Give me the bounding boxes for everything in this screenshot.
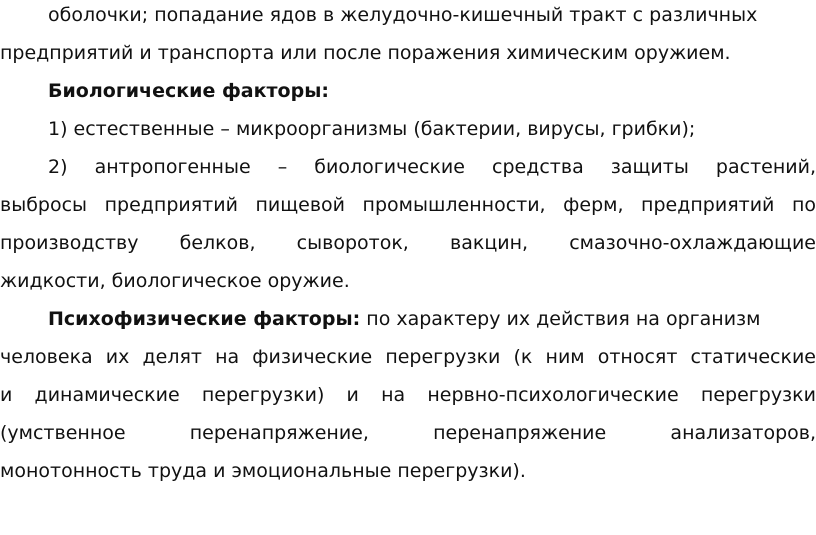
text-line-12: (умственное перенапряжение, перенапряжение анализаторов, <box>0 422 816 444</box>
text-line-10: человека их делят на физические перегрузки (к ним относят статические <box>0 346 816 368</box>
heading-psychophysical-factors: Психофизические факторы: <box>48 308 361 330</box>
list-item-natural: 1) естественные – микроорганизмы (бактерии, вирусы, грибки); <box>48 118 696 140</box>
list-item-anthropogenic: 2) антропогенные – биологические средства защиты растений, <box>48 156 816 178</box>
text-line-8: жидкости, биологическое оружие. <box>0 270 350 292</box>
text-line-2: предприятий и транспорта или после поражения химическим оружием. <box>0 42 731 64</box>
text-line-7: производству белков, сывороток, вакцин, смазочно-охлаждающие <box>0 232 816 254</box>
text-line-13: монотонность труда и эмоциональные перегрузки). <box>0 460 526 482</box>
paragraph-psychophysical <box>48 307 761 331</box>
heading-biological-factors: Биологические факторы: <box>48 80 329 102</box>
text-line-1: оболочки; попадание ядов в желудочно-кишечный тракт с различных <box>48 4 758 26</box>
psychophysical-intro-text: по характеру их действия на организм <box>360 308 761 330</box>
text-line-11: и динамические перегрузки) и на нервно-психологические перегрузки <box>0 384 816 406</box>
text-line-6: выбросы предприятий пищевой промышленности, ферм, предприятий по <box>0 194 816 216</box>
